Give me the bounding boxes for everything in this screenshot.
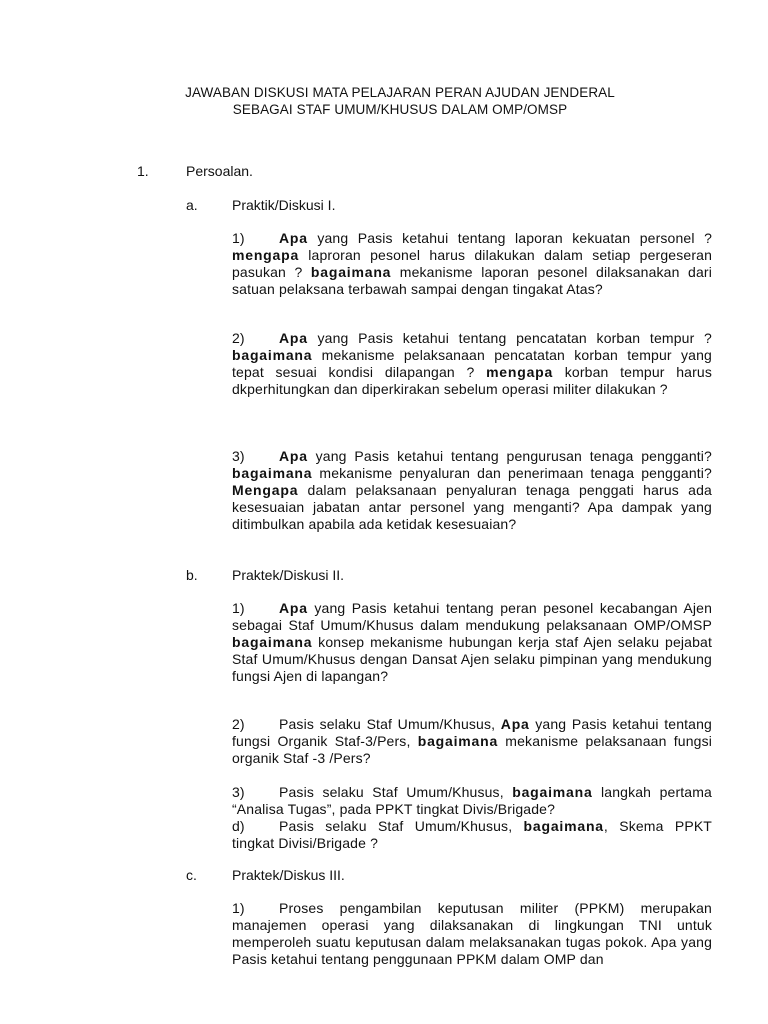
subsection-b-label: Praktek/Diskusi II. — [232, 567, 345, 583]
paragraph-b1: 1) Apa yang Pasis ketahui tentang peran pesonel kecabangan Ajen sebagai Staf Umum/Khusus dalam mendukung pelaksanaan OMP/OMSP bagaimana konsep mekanisme hubungan kerja staf Ajen selaku pejabat Staf Umum/Khusus dengan Dansat Ajen selaku pimpinan yang mendukung fungsi Ajen di lapangan? — [232, 600, 712, 684]
subsection-c-label: Praktek/Diskus III. — [232, 867, 345, 883]
paragraph-b2: 2) Pasis selaku Staf Umum/Khusus, Apa yang Pasis ketahui tentang fungsi Organik Staf-3/Pers, bagaimana mekanisme pelaksanaan fungsi organik Staf -3 /Pers? — [232, 716, 712, 766]
paragraph-a1: 1) Apa yang Pasis ketahui tentang laporan kekuatan personel ? mengapa laproran pesonel harus dilakukan dalam setiap pergeseran pasukan ? bagaimana mekanisme laporan pesonel dilaksanakan dari satuan pelaksana terbawah sampai dengan tingakat Atas? — [232, 230, 712, 297]
document-title-line-1: JAWABAN DISKUSI MATA PELAJARAN PERAN AJUDAN JENDERAL — [185, 85, 615, 100]
paragraph-a2: 2) Apa yang Pasis ketahui tentang pencatatan korban tempur ? bagaimana mekanisme pelaksanaan pencatatan korban tempur yang tepat sesuai kondisi dilapangan ? mengapa korban tempur harus dkperhitungkan dan diperkirakan sebelum operasi militer dilakukan ? — [232, 330, 713, 397]
paragraph-bd: d) Pasis selaku Staf Umum/Khusus, bagaimana, Skema PPKT tingkat Divisi/Brigade ? — [232, 818, 713, 851]
subsection-b-letter: b. — [186, 567, 198, 583]
subsection-a-label: Praktik/Diskusi I. — [232, 197, 336, 213]
section-number: 1. — [137, 163, 149, 179]
paragraph-a3: 3) Apa yang Pasis ketahui tentang pengurusan tenaga pengganti? bagaimana mekanisme penyaluran dan penerimaan tenaga pengganti? Mengapa dalam pelaksanaan penyaluran tenaga penggati harus ada kesesuaian jabatan antar personel yang menganti? Apa dampak yang ditimbulkan apabila ada ketidak kesesuaian? — [232, 448, 712, 532]
document-title-line-2: SEBAGAI STAF UMUM/KHUSUS DALAM OMP/OMSP — [232, 102, 568, 117]
paragraph-b3: 3) Pasis selaku Staf Umum/Khusus, bagaimana langkah pertama “Analisa Tugas”, pada PPKT tingkat Divis/Brigade? — [232, 784, 712, 817]
subsection-c-letter: c. — [186, 867, 197, 883]
paragraph-c1: 1) Proses pengambilan keputusan militer (PPKM) merupakan manajemen operasi yang dilaksanakan di lingkungan TNI untuk memperoleh suatu keputusan dalam melaksanakan tugas pokok. Apa yang Pasis ketahui tentang penggunaan PPKM dalam OMP dan — [232, 900, 712, 967]
section-label: Persoalan. — [186, 163, 253, 179]
subsection-a-letter: a. — [186, 197, 198, 213]
